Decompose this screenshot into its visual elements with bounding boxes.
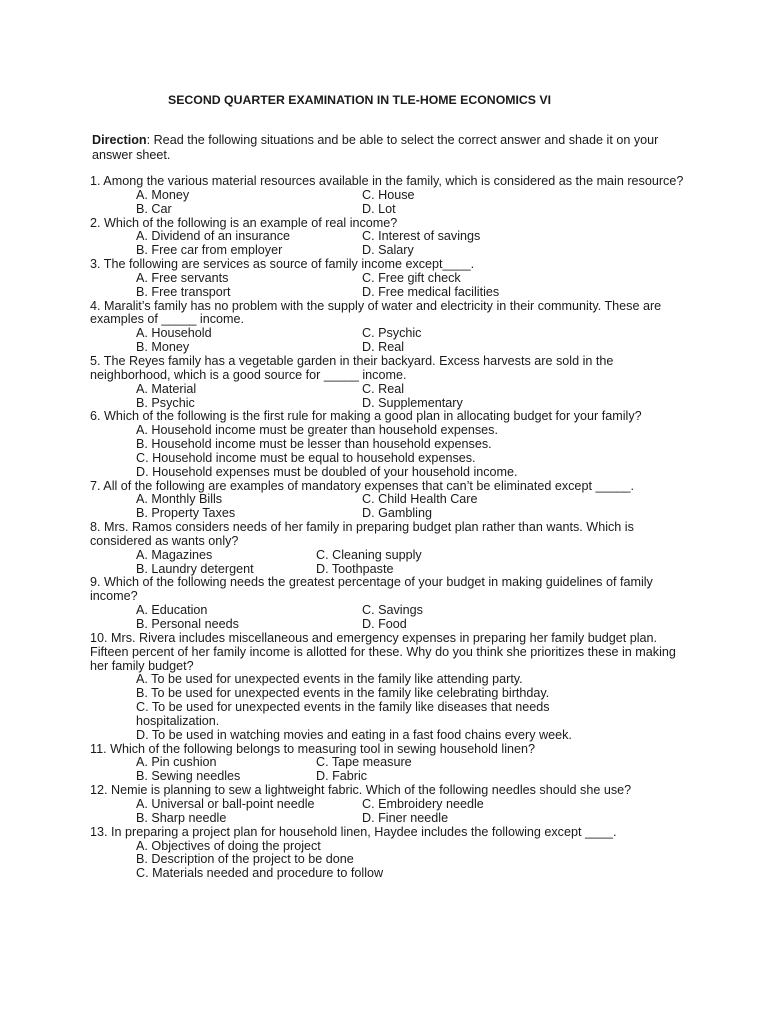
- question-list: [90, 175, 690, 881]
- question-13: [90, 826, 690, 881]
- option-d: D. Fabric: [316, 769, 368, 784]
- question-5: [90, 355, 690, 410]
- option-b: B. Laundry detergent: [136, 561, 254, 576]
- question-text: 12. Nemie is planning to sew a lightweight fabric. Which of the following needles should she use?: [90, 783, 632, 798]
- option-c: C. Materials needed and procedure to follow: [136, 866, 384, 881]
- option-c: C. Free gift check: [362, 270, 461, 285]
- options: [90, 383, 690, 411]
- question-9: [90, 576, 690, 631]
- question-text: 3. The following are services as source of family income except____.: [90, 257, 475, 272]
- question-text: 2. Which of the following is an example of real income?: [90, 215, 398, 230]
- option-b: B. Free car from employer: [136, 243, 283, 258]
- question-2: [90, 217, 690, 259]
- option-b: B. Sharp needle: [136, 810, 227, 825]
- option-a: A. Magazines: [136, 547, 213, 562]
- option-c: C. Household income must be equal to household expenses.: [136, 450, 476, 465]
- options: [90, 272, 690, 300]
- options: [90, 840, 690, 882]
- options: [90, 424, 690, 479]
- options: [90, 756, 690, 784]
- option-b: B. Property Taxes: [136, 506, 236, 521]
- option-a: A. Free servants: [136, 270, 229, 285]
- option-b: B. Car: [136, 201, 172, 216]
- option-a: A. Education: [136, 603, 208, 618]
- question-3: [90, 258, 690, 300]
- option-a: A. Household income must be greater than household expenses.: [136, 423, 498, 438]
- question-text: 13. In preparing a project plan for household linen, Haydee includes the following except ____.: [90, 824, 617, 839]
- option-b: B. Free transport: [136, 284, 231, 299]
- options: [90, 189, 690, 217]
- option-b: B. Description of the project to be done: [136, 852, 354, 867]
- option-a: A. Money: [136, 187, 190, 202]
- question-text: 1. Among the various material resources available in the family, which is considered as the main resource?: [90, 174, 684, 188]
- option-d: D. Gambling: [362, 506, 432, 521]
- question-text: 6. Which of the following is the first rule for making a good plan in allocating budget for your family?: [90, 409, 642, 424]
- option-d: D. Lot: [362, 201, 396, 216]
- exam-title: SECOND QUARTER EXAMINATION IN TLE-HOME ECONOMICS VI: [168, 93, 552, 107]
- option-d: D. Finer needle: [362, 810, 449, 825]
- question-6: [90, 410, 690, 479]
- question-text: 8. Mrs. Ramos considers needs of her family in preparing budget plan rather than wants. Which is considered as wants only?: [90, 520, 634, 548]
- option-d: D. Supplementary: [362, 395, 463, 410]
- option-c: C. Savings: [362, 603, 423, 618]
- option-a: A. Dividend of an insurance: [136, 229, 291, 244]
- direction-label: Direction: [92, 133, 147, 147]
- question-4: [90, 300, 690, 355]
- question-7: [90, 480, 690, 522]
- option-d: D. Household expenses must be doubled of your household income.: [136, 464, 518, 479]
- option-c: C. Psychic: [362, 326, 422, 341]
- options: [90, 604, 690, 632]
- option-a: A. Household: [136, 326, 212, 341]
- option-d: D. To be used in watching movies and eating in a fast food chains every week.: [136, 727, 572, 742]
- option-c: C. To be used for unexpected events in the family like diseases that needs hospitalization.: [136, 700, 550, 728]
- options: [90, 549, 690, 577]
- direction: [92, 133, 692, 163]
- option-c: C. Child Health Care: [362, 492, 478, 507]
- question-text: 11. Which of the following belongs to measuring tool in sewing household linen?: [90, 741, 536, 756]
- option-c: C. Cleaning supply: [316, 547, 422, 562]
- option-d: D. Food: [362, 617, 407, 631]
- options: [90, 327, 690, 355]
- question-8: [90, 521, 690, 576]
- options: [90, 673, 690, 742]
- question-text: 4. Maralit’s family has no problem with the supply of water and electricity in their community. These are examples of _____ income.: [90, 298, 662, 327]
- question-10: [90, 632, 690, 743]
- option-c: C. Real: [362, 381, 404, 396]
- option-b: B. Money: [136, 340, 190, 355]
- option-d: D. Real: [362, 340, 404, 355]
- option-c: C. Tape measure: [316, 755, 412, 770]
- option-d: D. Free medical facilities: [362, 284, 500, 299]
- option-a: A. Monthly Bills: [136, 492, 223, 507]
- question-11: [90, 743, 690, 785]
- exam-page: [90, 0, 690, 1024]
- option-c: C. House: [362, 187, 415, 202]
- option-a: A. Objectives of doing the project: [136, 838, 321, 853]
- option-b: B. To be used for unexpected events in the family like celebrating birthday.: [136, 686, 550, 701]
- option-a: A. Material: [136, 381, 197, 396]
- option-a: A. To be used for unexpected events in the family like attending party.: [136, 672, 523, 687]
- options: [90, 493, 690, 521]
- option-c: C. Interest of savings: [362, 229, 481, 244]
- option-b: B. Household income must be lesser than household expenses.: [136, 437, 492, 452]
- option-b: B. Personal needs: [136, 617, 239, 631]
- question-1: [90, 175, 690, 217]
- options: [90, 798, 690, 826]
- option-b: B. Sewing needles: [136, 769, 241, 784]
- direction-text: : Read the following situations and be able to select the correct answer and shade it on your answer sheet.: [92, 133, 659, 162]
- option-a: A. Pin cushion: [136, 755, 217, 770]
- options: [90, 230, 690, 258]
- question-text: 10. Mrs. Rivera includes miscellaneous and emergency expenses in preparing her family budget plan. Fifteen percent of her family income is allotted for these. Why do you think she prioritizes these in making her family budget?: [90, 630, 676, 673]
- option-c: C. Embroidery needle: [362, 796, 484, 811]
- option-b: B. Psychic: [136, 395, 195, 410]
- question-text: 9. Which of the following needs the greatest percentage of your budget in making guidelines of family income?: [90, 575, 653, 604]
- option-d: D. Salary: [362, 243, 414, 258]
- option-d: D. Toothpaste: [316, 561, 394, 576]
- question-12: [90, 784, 690, 826]
- question-text: 5. The Reyes family has a vegetable garden in their backyard. Excess harvests are sold in the neighborhood, which is a good source for _____ income.: [90, 353, 614, 382]
- option-a: A. Universal or ball-point needle: [136, 796, 315, 811]
- question-text: 7. All of the following are examples of mandatory expenses that can’t be eliminated except _____.: [90, 478, 634, 493]
